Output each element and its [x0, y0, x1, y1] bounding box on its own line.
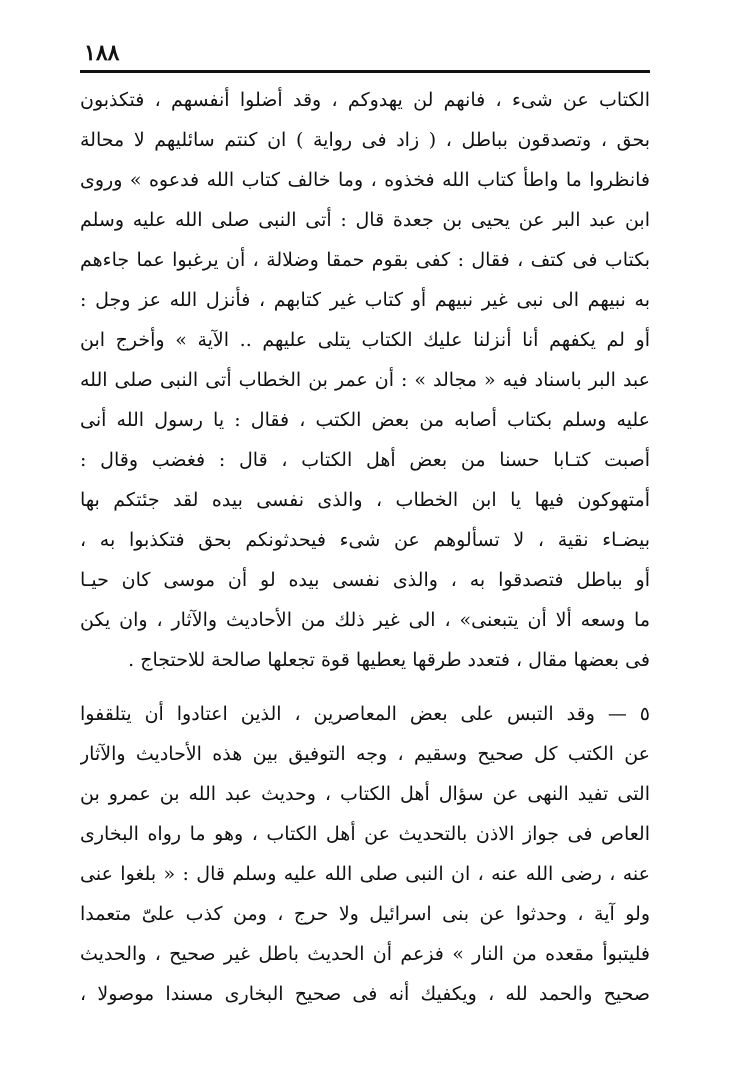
text-line: ما وسعه ألا أن يتبعنى» ، الى غير ذلك من الأحاديث والآثار ، وان يكن — [80, 609, 650, 631]
text-line: بيضـاء نقية ، لا تسألوهم عن شىء فيحدثونكم بحق فتكذبوا به ، — [80, 529, 650, 551]
paragraph-1 — [80, 80, 650, 680]
text-line: أو لم يكفهم أنا أنزلنا عليك الكتاب يتلى عليهم .. الآية » وأخرج ابن — [80, 329, 650, 351]
text-line: به نبيهم الى نبى غير نبيهم أو كتاب غير كتابهم ، فأنزل الله عز وجل : — [80, 289, 650, 311]
paragraph-2 — [80, 694, 650, 1014]
text-line: فانظروا ما واطأ كتاب الله فخذوه ، وما خالف كتاب الله فدعوه » وروى — [80, 169, 650, 191]
text-line: فليتبوأ مقعده من النار » فزعم أن الحديث باطل غير صحيح ، والحديث — [80, 943, 650, 965]
text-line: ابن عبد البر عن يحيى بن جعدة قال : أتى النبى صلى الله عليه وسلم — [80, 209, 650, 231]
text-line: أمتهوكون فيها يا ابن الخطاب ، والذى نفسى بيده لقد جئتكم بها — [80, 489, 650, 511]
text-line: أصبت كتـابا حسنا من بعض أهل الكتاب ، قال : فغضب وقال : — [80, 449, 650, 471]
text-line: التى تفيد النهى عن سؤال أهل الكتاب ، وحديث عبد الله بن عمرو بن — [80, 783, 650, 805]
paragraph-gap — [80, 680, 650, 694]
text-line: بحق ، وتصدقون بباطل ، ( زاد فى رواية ) ان كنتم سائليهم لا محالة — [80, 129, 650, 151]
text-line: العاص فى جواز الاذن بالتحديث عن أهل الكتاب ، وهو ما رواه البخارى — [80, 823, 650, 845]
text-line: عن الكتب كل صحيح وسقيم ، وجه التوفيق بين هذه الأحاديث والآثار — [80, 743, 650, 765]
text-line: أو بباطل فتصدقوا به ، والذى نفسى بيده لو أن موسى كان حيـا — [80, 569, 650, 591]
text-line: فى بعضها مقال ، فتعدد طرقها يعطيها قوة تجعلها صالحة للاحتجاج . — [128, 649, 650, 671]
text-line: بكتاب فى كتف ، فقال : كفى بقوم حمقا وضلالة ، أن يرغبوا عما جاءهم — [80, 249, 650, 271]
text-line: ولو آية ، وحدثوا عن بنى اسرائيل ولا حرج ، ومن كذب علىّ متعمدا — [80, 903, 650, 925]
text-line: صحيح والحمد لله ، ويكفيك أنه فى صحيح البخارى مسندا موصولا ، — [80, 983, 650, 1005]
text-line: عليه وسلم بكتاب أصابه من بعض الكتب ، فقال : يا رسول الله أنى — [80, 409, 650, 431]
body-text — [80, 80, 650, 1014]
text-line: عبد البر باسناد فيه « مجالد » : أن عمر بن الخطاب أتى النبى صلى الله — [80, 369, 650, 391]
text-line: ٥ — وقد التبس على بعض المعاصرين ، الذين اعتادوا أن يتلقفوا — [80, 703, 650, 725]
page-number: ١٨٨ — [84, 40, 120, 66]
header-rule — [80, 70, 650, 73]
text-line: الكتاب عن شىء ، فانهم لن يهدوكم ، وقد أضلوا أنفسهم ، فتكذبون — [80, 89, 650, 111]
text-line: عنه ، رضى الله عنه ، ان النبى صلى الله عليه وسلم قال : « بلغوا عنى — [80, 863, 650, 885]
